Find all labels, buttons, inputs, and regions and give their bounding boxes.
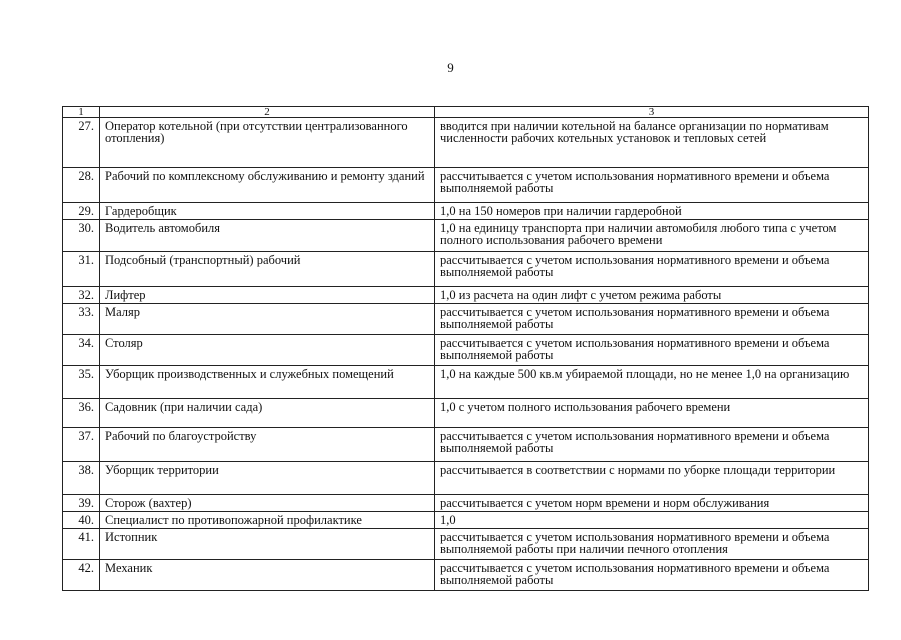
table-row: [63, 462, 869, 495]
row-number: 34.: [63, 335, 100, 366]
norm-cell: 1,0 на каждые 500 кв.м убираемой площади, но не менее 1,0 на организацию: [435, 366, 869, 399]
position-cell: Уборщик территории: [100, 462, 435, 495]
norm-cell: 1,0 на 150 номеров при наличии гардеробной: [435, 203, 869, 220]
table-row: [63, 366, 869, 399]
position-cell: Садовник (при наличии сада): [100, 399, 435, 428]
norm-cell: 1,0: [435, 512, 869, 529]
row-number: 27.: [63, 118, 100, 168]
table-row: [63, 118, 869, 168]
table-row: [63, 529, 869, 560]
norm-cell: рассчитывается с учетом использования нормативного времени и объема выполняемой работы при наличии печного отопления: [435, 529, 869, 560]
table-row: [63, 287, 869, 304]
norm-cell: рассчитывается с учетом использования нормативного времени и объема выполняемой работы: [435, 428, 869, 462]
staffing-table: [62, 106, 869, 591]
table-header-row: [63, 107, 869, 118]
position-cell: Специалист по противопожарной профилактике: [100, 512, 435, 529]
norm-cell: вводится при наличии котельной на балансе организации по нормативам численности рабочих котельных установок и тепловых сетей: [435, 118, 869, 168]
table-row: [63, 495, 869, 512]
row-number: 39.: [63, 495, 100, 512]
table-row: [63, 252, 869, 287]
row-number: 41.: [63, 529, 100, 560]
table-row: [63, 220, 869, 252]
position-cell: Оператор котельной (при отсутствии централизованного отопления): [100, 118, 435, 168]
page-number: 9: [447, 60, 454, 75]
row-number: 32.: [63, 287, 100, 304]
row-number: 36.: [63, 399, 100, 428]
row-number: 28.: [63, 168, 100, 203]
norm-cell: рассчитывается с учетом норм времени и норм обслуживания: [435, 495, 869, 512]
table-row: [63, 203, 869, 220]
norm-cell: рассчитывается с учетом использования нормативного времени и объема выполняемой работы: [435, 252, 869, 287]
position-cell: Подсобный (транспортный) рабочий: [100, 252, 435, 287]
position-cell: Маляр: [100, 304, 435, 335]
position-cell: Лифтер: [100, 287, 435, 304]
norm-cell: рассчитывается с учетом использования нормативного времени и объема выполняемой работы: [435, 304, 869, 335]
position-cell: Водитель автомобиля: [100, 220, 435, 252]
position-cell: Рабочий по комплексному обслуживанию и ремонту зданий: [100, 168, 435, 203]
norm-cell: рассчитывается с учетом использования нормативного времени и объема выполняемой работы: [435, 560, 869, 591]
norm-cell: 1,0 с учетом полного использования рабочего времени: [435, 399, 869, 428]
table-row: [63, 428, 869, 462]
table-row: [63, 560, 869, 591]
row-number: 31.: [63, 252, 100, 287]
row-number: 37.: [63, 428, 100, 462]
table-row: [63, 399, 869, 428]
row-number: 29.: [63, 203, 100, 220]
table-row: [63, 512, 869, 529]
header-cell-2: 2: [100, 107, 435, 118]
position-cell: Столяр: [100, 335, 435, 366]
norm-cell: 1,0 на единицу транспорта при наличии автомобиля любого типа с учетом полного использования рабочего времени: [435, 220, 869, 252]
position-cell: Гардеробщик: [100, 203, 435, 220]
table-row: [63, 304, 869, 335]
row-number: 42.: [63, 560, 100, 591]
row-number: 30.: [63, 220, 100, 252]
table-row: [63, 335, 869, 366]
header-cell-1: 1: [63, 107, 100, 118]
row-number: 35.: [63, 366, 100, 399]
table-row: [63, 168, 869, 203]
row-number: 38.: [63, 462, 100, 495]
position-cell: Сторож (вахтер): [100, 495, 435, 512]
position-cell: Рабочий по благоустройству: [100, 428, 435, 462]
row-number: 40.: [63, 512, 100, 529]
header-cell-3: 3: [435, 107, 869, 118]
position-cell: Истопник: [100, 529, 435, 560]
norm-cell: 1,0 из расчета на один лифт с учетом режима работы: [435, 287, 869, 304]
norm-cell: рассчитывается с учетом использования нормативного времени и объема выполняемой работы: [435, 335, 869, 366]
norm-cell: рассчитывается с учетом использования нормативного времени и объема выполняемой работы: [435, 168, 869, 203]
position-cell: Механик: [100, 560, 435, 591]
position-cell: Уборщик производственных и служебных помещений: [100, 366, 435, 399]
row-number: 33.: [63, 304, 100, 335]
norm-cell: рассчитывается в соответствии с нормами по уборке площади территории: [435, 462, 869, 495]
